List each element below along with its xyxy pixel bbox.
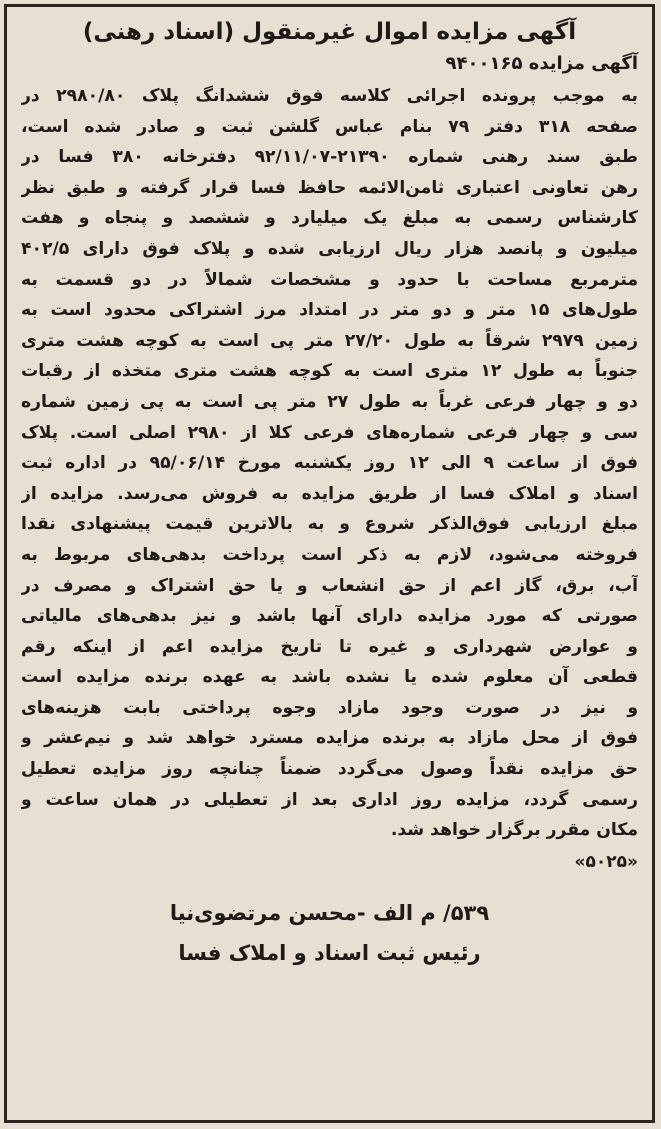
notice-number: آگهی مزایده ۹۴۰۰۱۶۵ [445,53,638,74]
body-line: قطعی آن معلوم شده یا نشده باشد به عهده برنده مزایده است [21,667,638,688]
signature-title: رئیس ثبت اسناد و املاک فسا [178,940,481,965]
body-line: آب، برق، گاز اعم از حق انشعاب و یا حق اشتراک و مصرف در [21,575,638,596]
body-line: جنوباً به طول ۱۲ متری است به کوچه هشت متری متخذه از رقبات [21,361,638,382]
notice-code: «۵۰۲۵» [574,851,638,872]
body-line: اسناد و املاک فسا از طریق مزایده به فروش می‌رسد. مزایده از [21,483,638,504]
body-line: حق مزایده نقداً وصول می‌گردد ضمناً چنانچه روز مزایده تعطیل [21,759,638,780]
body-line: و عوارض شهرداری و غیره تا تاریخ مزایده اعم از اینکه رقم [21,636,638,657]
body-line: دو و چهار فرعی غرباً به طول ۲۷ متر پی است به پی زمین شماره [21,391,638,412]
body-line: فروخته می‌شود، لازم به ذکر است پرداخت بدهی‌های مربوط به [21,544,638,565]
body-line: به موجب پرونده اجرائی کلاسه فوق ششدانگ پلاک ۲۹۸۰/۸۰ در [21,86,638,106]
body-line: مبلغ ارزیابی فوق‌الذکر شروع و به بالاترین قیمت پیشنهادی نقدا [21,514,638,535]
body-line: صورتی که مورد مزایده دارای آنها باشد و نیز بدهی‌های مالیاتی [21,606,638,627]
signature-name: ۵۳۹/ م الف -محسن مرتضوی‌نیا [169,900,490,925]
body-line: میلیون و پانصد هزار ریال ارزیابی شده و پلاک فوق دارای ۴۰۲/۵ [21,238,638,259]
body-line: مکان مقرر برگزار خواهد شد. [390,820,638,841]
notice-body [21,81,638,846]
notice-frame [4,4,655,1123]
body-line: فوق از ساعت ۹ الی ۱۲ روز یکشنبه مورخ ۹۵/۰۶/۱۴ در اداره ثبت [21,453,638,474]
body-line: طول‌های ۱۵ متر و دو متر در امتداد مرز اشتراکی محدود است به [21,300,638,321]
body-line: طبق سند رهنی شماره ۲۱۳۹۰-۹۲/۱۱/۰۷ دفترخانه ۳۸۰ فسا در [21,147,638,168]
body-line: مترمربع مساحت با حدود و مشخصات شمالاً در دو قسمت به [21,269,638,290]
notice-title: آگهی مزایده اموال غیرمنقول (اسناد رهنی) [82,19,577,45]
body-line: فوق از محل مازاد به برنده مزایده مسترد خواهد شد و نیم‌عشر و [21,728,638,749]
body-line: زمین ۲۹۷۹ شرقاً به طول ۲۷/۲۰ متر پی است به کوچه هشت متری [21,330,638,351]
body-line: رسمی گردد، مزایده روز اداری بعد از تعطیلی در همان ساعت و [21,789,638,810]
body-line: رهن تعاونی اعتباری ثامن‌الائمه حافظ فسا قرار گرفته و طبق نظر [21,177,638,198]
body-line: سی و چهار فرعی شماره‌های فرعی کلا از ۲۹۸۰ اصلی است. پلاک [21,422,638,443]
body-line: صفحه ۳۱۸ دفتر ۷۹ بنام عباس گلشن ثبت و صادر شده است، [21,116,638,137]
body-line: کارشناس رسمی به مبلغ یک میلیارد و ششصد و پنجاه و هفت [21,208,638,229]
body-line: و نیز در صورت وجود مازاد وجوه پرداختی بابت هزینه‌های [21,697,638,718]
